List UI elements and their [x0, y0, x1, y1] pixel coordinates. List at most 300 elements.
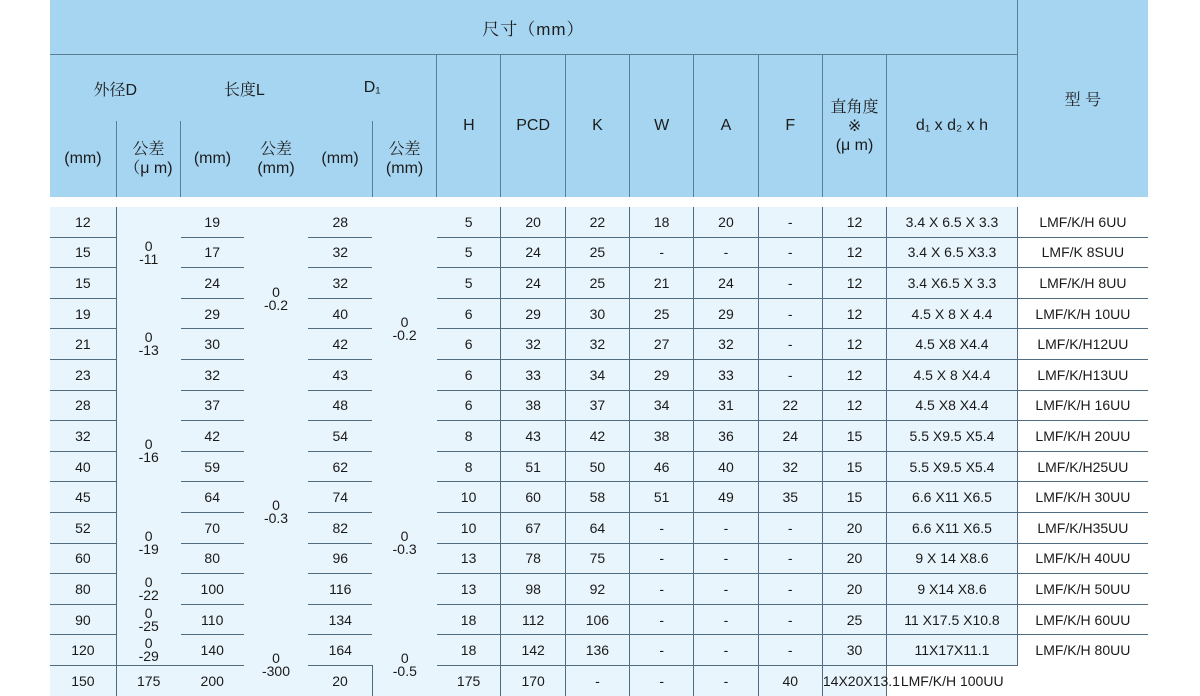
cell-h-text: 20: [332, 672, 348, 689]
cell-perpendicularity: [822, 390, 886, 421]
cell-f-text: 24: [782, 427, 799, 444]
cell-f: [758, 298, 822, 329]
cell-pcd-text: 43: [525, 427, 541, 444]
cell-outer-diameter: [50, 451, 116, 482]
d1-unit: (mm): [308, 121, 372, 197]
cell-perpendicularity-text: 12: [846, 274, 863, 291]
cell-d1: [308, 574, 372, 605]
cell-hole-dimensions-text: 3.4 X 6.5 X 3.3: [905, 213, 999, 230]
cell-k: [565, 482, 629, 513]
cell-k: [565, 543, 629, 574]
cell-a-text: -: [723, 611, 729, 628]
cell-f-text: -: [787, 519, 793, 536]
cell-k-text: 58: [589, 489, 606, 506]
cell-k: [565, 329, 629, 360]
a-header: A: [694, 55, 758, 198]
cell-d1-text: 96: [332, 550, 349, 567]
cell-perpendicularity: [822, 635, 886, 666]
cell-length: [181, 604, 244, 635]
cell-w-text: 51: [653, 489, 670, 506]
cell-perpendicularity: [758, 665, 822, 695]
cell-pcd: [501, 574, 565, 605]
cell-hole-dimensions: [822, 665, 900, 695]
cell-h: [437, 207, 501, 237]
cell-model-text: LMF/K/H 16UU: [1035, 397, 1131, 414]
cell-w-text: -: [659, 550, 665, 567]
cell-length-text: 37: [204, 397, 220, 414]
cell-outer-diameter-text: 15: [75, 274, 91, 291]
cell-perpendicularity: [822, 359, 886, 390]
cell-a: [694, 635, 758, 666]
cell-w: [630, 390, 694, 421]
cell-outer-diameter: [50, 574, 116, 605]
cell-w: [630, 237, 694, 268]
cell-hole-dimensions: [887, 574, 1018, 605]
cell-h: [437, 604, 501, 635]
cell-perpendicularity-text: 20: [846, 519, 863, 536]
cell-d1: [308, 329, 372, 360]
cell-model: [1017, 482, 1148, 513]
cell-model-text: LMF/K/H 20UU: [1035, 427, 1131, 444]
cell-length-tolerance: 0 -0.2: [244, 207, 308, 390]
cell-length: [181, 359, 244, 390]
cell-perpendicularity-text: 15: [846, 489, 863, 506]
cell-perpendicularity-text: 12: [846, 336, 863, 353]
cell-d1-tolerance: 0 -0.2: [372, 207, 436, 451]
cell-d1-text: 82: [332, 519, 349, 536]
cell-f: [758, 329, 822, 360]
cell-outer-diameter-tolerance: 0 -16: [116, 390, 180, 512]
cell-k-text: 64: [589, 519, 606, 536]
table-row: [50, 543, 1148, 574]
d1-header: D₁: [308, 55, 437, 122]
cell-k-text: 42: [589, 427, 606, 444]
cell-model-text: LMF/K/H12UU: [1037, 336, 1129, 353]
cell-d1: [308, 207, 372, 237]
cell-h: [437, 390, 501, 421]
cell-model-text: LMF/K/H 80UU: [1035, 642, 1131, 659]
cell-f-text: -: [787, 550, 793, 567]
cell-outer-diameter: [50, 390, 116, 421]
cell-perpendicularity-text: 20: [846, 550, 863, 567]
cell-d1-text: 116: [329, 580, 352, 597]
cell-hole-dimensions-text: 4.5 X8 X4.4: [915, 336, 989, 353]
cell-outer-diameter: [50, 329, 116, 360]
cell-d1: [308, 635, 372, 666]
cell-model-text: LMF/K/H 6UU: [1039, 213, 1127, 230]
cell-length: [181, 237, 244, 268]
outer-diameter-tolerance-header: 公差 （μ m): [116, 121, 180, 197]
cell-k-text: 34: [589, 366, 606, 383]
cell-perpendicularity-text: 30: [846, 642, 863, 659]
cell-k: [565, 268, 629, 299]
cell-k-text: 37: [589, 397, 606, 414]
cell-model-text: LMF/K/H25UU: [1037, 458, 1129, 475]
cell-k: [565, 237, 629, 268]
cell-h: [437, 635, 501, 666]
cell-hole-dimensions-text: 11X17X11.1: [914, 642, 990, 659]
cell-w-text: 27: [653, 336, 670, 353]
cell-hole-dimensions: [887, 207, 1018, 237]
cell-w-text: 38: [653, 427, 670, 444]
cell-hole-dimensions-text: 3.4 X 6.5 X3.3: [907, 244, 997, 261]
cell-d1-tolerance: 0 -0.5: [372, 635, 436, 696]
cell-k: [565, 421, 629, 452]
cell-pcd: [501, 359, 565, 390]
cell-k-text: 75: [589, 550, 606, 567]
cell-w: [630, 451, 694, 482]
cell-outer-diameter-text: 52: [75, 519, 91, 536]
h-header: H: [437, 55, 501, 198]
cell-outer-diameter: [50, 421, 116, 452]
cell-f: [758, 604, 822, 635]
cell-d1: [308, 268, 372, 299]
cell-hole-dimensions: [887, 390, 1018, 421]
cell-perpendicularity-text: 15: [846, 427, 863, 444]
cell-perpendicularity: [822, 421, 886, 452]
cell-pcd-text: 142: [521, 642, 545, 659]
cell-d1: [308, 543, 372, 574]
cell-d1: [308, 237, 372, 268]
cell-a-text: -: [723, 519, 729, 536]
size-title: 尺寸（mm）: [50, 0, 1017, 55]
f-header: F: [758, 55, 822, 198]
cell-model: [1017, 329, 1148, 360]
cell-h-text: 6: [464, 366, 473, 383]
cell-d1: [181, 665, 244, 695]
cell-d1-text: 28: [332, 213, 349, 230]
cell-k: [565, 604, 629, 635]
cell-length-text: 32: [204, 366, 220, 383]
cell-a-text: 31: [718, 397, 734, 414]
cell-pcd-text: 51: [525, 458, 541, 475]
cell-k-text: 30: [589, 305, 606, 322]
table-row: [50, 604, 1148, 635]
cell-outer-diameter-text: 120: [71, 642, 95, 659]
cell-pcd: [501, 543, 565, 574]
cell-h-text: 6: [464, 336, 473, 353]
cell-d1-tolerance: 0 -0.3: [372, 451, 436, 635]
cell-length: [181, 390, 244, 421]
cell-perpendicularity-text: 25: [846, 611, 863, 628]
cell-perpendicularity: [822, 237, 886, 268]
cell-model-text: LMF/K/H 30UU: [1035, 489, 1131, 506]
cell-f: [758, 574, 822, 605]
cell-h: [437, 268, 501, 299]
cell-outer-diameter: [50, 482, 116, 513]
cell-length: [181, 298, 244, 329]
cell-pcd-text: 24: [525, 274, 541, 291]
cell-hole-dimensions: [887, 298, 1018, 329]
cell-pcd: [501, 512, 565, 543]
cell-a-text: 29: [718, 305, 734, 322]
cell-model: [1017, 421, 1148, 452]
cell-d1-text: 54: [332, 427, 349, 444]
cell-a-text: 49: [718, 489, 734, 506]
cell-hole-dimensions: [887, 451, 1018, 482]
cell-hole-dimensions-text: 5.5 X9.5 X5.4: [909, 458, 995, 475]
cell-perpendicularity-text: 12: [846, 397, 863, 414]
cell-f-text: -: [787, 642, 793, 659]
cell-length-text: 42: [204, 427, 220, 444]
cell-w: [630, 268, 694, 299]
cell-pcd-text: 60: [525, 489, 541, 506]
cell-pcd-text: 33: [525, 366, 541, 383]
cell-outer-diameter-text: 45: [75, 489, 91, 506]
cell-k: [501, 665, 565, 695]
cell-hole-dimensions-text: 6.6 X11 X6.5: [912, 489, 992, 506]
cell-w: [630, 329, 694, 360]
cell-perpendicularity-text: 12: [846, 244, 863, 261]
cell-h: [437, 512, 501, 543]
table-row: [50, 207, 1148, 237]
cell-a-text: 24: [718, 274, 734, 291]
cell-model: [1017, 359, 1148, 390]
table-row: [50, 237, 1148, 268]
cell-k-text: 170: [521, 672, 545, 689]
cell-length: [181, 543, 244, 574]
cell-model: [1017, 207, 1148, 237]
cell-model: [1017, 604, 1148, 635]
cell-f-text: -: [787, 366, 793, 383]
cell-d1-text: 42: [332, 336, 349, 353]
cell-pcd-text: 175: [456, 672, 481, 689]
table-header: [50, 0, 1148, 207]
cell-f: [758, 543, 822, 574]
cell-length-text: 59: [204, 458, 220, 475]
cell-w-text: -: [595, 672, 600, 689]
cell-h: [437, 543, 501, 574]
cell-f-text: -: [787, 580, 793, 597]
model-header: 型 号: [1017, 0, 1148, 197]
cell-hole-dimensions: [887, 359, 1018, 390]
cell-outer-diameter: [50, 298, 116, 329]
outer-diameter-header: 外径D: [50, 55, 181, 122]
cell-length-text: 100: [200, 580, 224, 597]
cell-length-text: 64: [204, 489, 220, 506]
cell-outer-diameter-text: 21: [75, 336, 91, 353]
cell-f: [758, 237, 822, 268]
table-row: [50, 451, 1148, 482]
cell-length: [181, 421, 244, 452]
cell-pcd-text: 112: [521, 611, 545, 628]
cell-h-text: 5: [464, 213, 473, 230]
cell-length-text: 17: [204, 244, 220, 261]
table-row: [50, 359, 1148, 390]
cell-f-text: -: [787, 611, 793, 628]
cell-d1-text: 48: [332, 397, 349, 414]
cell-outer-diameter-text: 23: [75, 366, 91, 383]
cell-model-text: LMF/K/H 40UU: [1035, 550, 1131, 567]
cell-length-text: 19: [204, 213, 220, 230]
cell-outer-diameter-text: 150: [71, 672, 95, 689]
cell-k-text: 25: [589, 244, 606, 261]
cell-k-text: 25: [589, 274, 606, 291]
cell-d1-text: 134: [328, 611, 352, 628]
cell-model: [1017, 237, 1148, 268]
length-tolerance-header: 公差 (mm): [244, 121, 308, 197]
cell-a-text: -: [659, 672, 665, 689]
cell-f: [758, 451, 822, 482]
cell-hole-dimensions: [887, 329, 1018, 360]
cell-length-text: 175: [137, 672, 161, 689]
cell-w-text: -: [659, 580, 665, 597]
table-row: [50, 574, 1148, 605]
cell-w-text: 25: [653, 305, 670, 322]
cell-w-text: 29: [653, 366, 670, 383]
cell-pcd: [501, 421, 565, 452]
cell-f-text: 32: [782, 458, 799, 475]
cell-model: [1017, 543, 1148, 574]
cell-h-text: 5: [464, 274, 473, 291]
table-row: [50, 298, 1148, 329]
cell-outer-diameter-text: 19: [75, 305, 91, 322]
cell-w: [630, 635, 694, 666]
cell-h-text: 5: [464, 244, 473, 261]
cell-d1-text: 32: [332, 244, 349, 261]
cell-w-text: 46: [653, 458, 670, 475]
cell-outer-diameter: [50, 359, 116, 390]
cell-model: [1017, 298, 1148, 329]
length-unit: (mm): [181, 121, 244, 197]
cell-pcd: [501, 329, 565, 360]
cell-outer-diameter: [50, 237, 116, 268]
cell-f-text: 22: [782, 397, 799, 414]
cell-h-text: 10: [460, 489, 477, 506]
cell-w: [630, 359, 694, 390]
cell-a: [694, 482, 758, 513]
cell-length-text: 70: [204, 519, 220, 536]
cell-d1: [308, 390, 372, 421]
cell-length-tolerance: 0 -0.3: [244, 390, 308, 635]
cell-k: [565, 512, 629, 543]
cell-length-text: 80: [204, 550, 220, 567]
cell-outer-diameter-tolerance: 0 -25: [116, 604, 180, 635]
cell-w-text: 18: [653, 213, 670, 230]
cell-f: [758, 207, 822, 237]
cell-w: [630, 298, 694, 329]
cell-perpendicularity: [822, 329, 886, 360]
cell-f-text: -: [787, 336, 793, 353]
k-header: K: [565, 55, 629, 198]
cell-d1-text: 62: [332, 458, 349, 475]
cell-a: [694, 298, 758, 329]
cell-hole-dimensions-text: 5.5 X9.5 X5.4: [909, 427, 995, 444]
cell-pcd-text: 98: [525, 580, 541, 597]
cell-perpendicularity: [822, 451, 886, 482]
cell-outer-diameter-text: 60: [75, 550, 91, 567]
cell-pcd-text: 67: [525, 519, 541, 536]
cell-d1: [308, 421, 372, 452]
cell-length: [116, 665, 180, 695]
cell-outer-diameter-tolerance: 0 -13: [116, 298, 180, 390]
cell-model: [1017, 574, 1148, 605]
cell-outer-diameter-text: 28: [75, 397, 91, 414]
cell-hole-dimensions: [887, 421, 1018, 452]
cell-h: [437, 359, 501, 390]
hole-dimensions-header: d₁ x d₂ x h: [887, 55, 1018, 198]
cell-hole-dimensions: [887, 604, 1018, 635]
cell-a-text: 33: [718, 366, 734, 383]
cell-hole-dimensions: [887, 237, 1018, 268]
cell-a: [694, 268, 758, 299]
cell-length-tolerance: 0 -300: [244, 635, 308, 696]
cell-h-text: 6: [464, 305, 473, 322]
cell-outer-diameter: [50, 635, 116, 666]
cell-pcd-text: 32: [525, 336, 541, 353]
cell-pcd: [501, 237, 565, 268]
outer-diameter-unit: (mm): [50, 121, 116, 197]
cell-a: [694, 329, 758, 360]
cell-perpendicularity: [822, 512, 886, 543]
cell-length-text: 24: [204, 274, 220, 291]
cell-d1-text: 32: [332, 274, 349, 291]
cell-perpendicularity-text: 12: [846, 305, 863, 322]
cell-hole-dimensions-text: 3.4 X6.5 X 3.3: [907, 274, 997, 291]
cell-perpendicularity: [822, 543, 886, 574]
cell-perpendicularity: [822, 207, 886, 237]
cell-pcd: [501, 451, 565, 482]
cell-f: [758, 268, 822, 299]
table-body: [50, 207, 1148, 696]
cell-pcd: [501, 207, 565, 237]
table-row: [50, 482, 1148, 513]
cell-d1: [308, 298, 372, 329]
dimension-table: [50, 0, 1148, 696]
cell-model-text: LMF/K 8SUU: [1041, 244, 1125, 261]
cell-perpendicularity: [822, 268, 886, 299]
cell-k: [565, 298, 629, 329]
cell-pcd-text: 29: [525, 305, 541, 322]
cell-w: [630, 512, 694, 543]
cell-a: [694, 451, 758, 482]
cell-a: [694, 359, 758, 390]
table-row: [50, 421, 1148, 452]
cell-k-text: 32: [589, 336, 606, 353]
cell-k-text: 22: [589, 213, 606, 230]
cell-d1: [308, 451, 372, 482]
cell-f: [758, 512, 822, 543]
cell-pcd-text: 24: [525, 244, 541, 261]
cell-f-text: -: [787, 305, 793, 322]
cell-perpendicularity-text: 20: [846, 580, 863, 597]
cell-w: [630, 574, 694, 605]
cell-d1-text: 200: [200, 672, 224, 689]
cell-f-text: -: [787, 244, 793, 261]
cell-hole-dimensions: [887, 635, 1018, 666]
cell-f: [758, 359, 822, 390]
cell-model-text: LMF/K/H 8UU: [1039, 274, 1127, 291]
table-row: [50, 512, 1148, 543]
cell-outer-diameter-text: 32: [75, 427, 91, 444]
cell-outer-diameter-tolerance: 0 -29: [116, 635, 180, 666]
cell-pcd-text: 20: [525, 213, 541, 230]
cell-d1-text: 43: [332, 366, 349, 383]
cell-model-text: LMF/K/H 50UU: [1035, 580, 1131, 597]
cell-model: [1017, 512, 1148, 543]
cell-f: [694, 665, 758, 695]
cell-h-text: 18: [460, 642, 477, 659]
cell-pcd: [501, 604, 565, 635]
cell-pcd: [501, 298, 565, 329]
cell-hole-dimensions-text: 4.5 X 8 X 4.4: [911, 305, 993, 322]
cell-model: [1017, 451, 1148, 482]
cell-perpendicularity: [822, 604, 886, 635]
cell-w: [565, 665, 629, 695]
cell-outer-diameter: [50, 268, 116, 299]
cell-length-text: 29: [204, 305, 220, 322]
cell-a: [694, 512, 758, 543]
